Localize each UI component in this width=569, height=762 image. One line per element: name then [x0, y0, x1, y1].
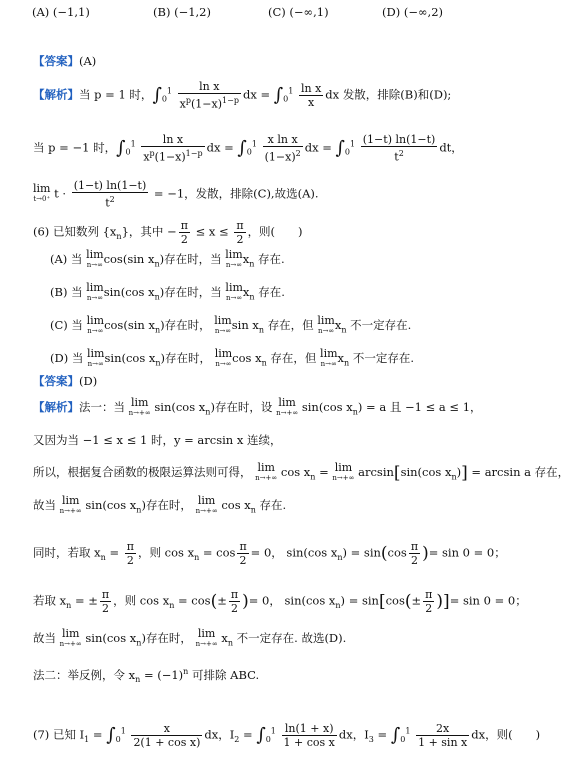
option-text: (A) 当 — [50, 252, 83, 266]
solution2-line-4: 故当 lim n→+∞ sin(cos $x_n$)存在时， lim n→+∞ $\cos x_n$ 存在. — [33, 494, 287, 515]
answer-tag: 【答案】 — [33, 54, 79, 68]
option-text: 存在，但 — [267, 318, 314, 332]
option-d-top: (D) (−∞,2) — [382, 5, 444, 19]
option-text: x — [242, 252, 250, 266]
solution-tag: 【解析】 — [33, 400, 79, 414]
solution-text: 存在时， — [145, 498, 192, 512]
solution-text: 不一定存在. 故选(D). — [236, 631, 347, 645]
solution-line-3: lim t→0⁺ t · $\frac{(1-t) \ln(1-t)}{t^2}$ = −1，发散，排除(C),故选(A). — [33, 179, 319, 210]
solution2-line-6: 若取 $x_n$ = ± $\frac{\pi}{2}$ ，则 $\cos x_n = \cos(\pm$ $\frac{\pi}{2}$ )= 0， sin(cos $x_n) = \sin[\cos(\pm$ $\frac{\pi}{2}$ )]= sin 0 = 0； — [33, 588, 527, 615]
question-text: ，I — [218, 727, 235, 742]
solution-text: 存在时， — [145, 631, 192, 645]
fraction: $\frac{\text{ln x}}{x}$ — [300, 81, 322, 109]
answer-line-1 — [33, 53, 96, 69]
option-text: (B) 当 — [50, 285, 83, 299]
solution-text: = −1，发散，排除(C),故选(A). — [153, 186, 319, 201]
solution-text: 当 p = −1 时， — [33, 140, 117, 155]
option-text: 存在，但 — [270, 351, 317, 365]
solution-text: 存在时，设 — [214, 400, 273, 414]
option-text: sin x — [231, 318, 259, 332]
option-text: cos(sin x — [104, 318, 155, 332]
solution-text: 当 p = 1 时， — [79, 87, 153, 102]
answer-value: (D) — [79, 374, 98, 388]
solution-text: = (−1) — [140, 667, 184, 682]
solution-text: = 0， — [248, 593, 281, 608]
solution-text: = sin 0 = 0； — [428, 545, 506, 560]
option-text: (D) 当 — [50, 351, 84, 365]
solution-text: = 0， — [250, 545, 283, 560]
question-6-stem: (6) 已知数列 $\{x_n\}$，其中 − $\frac{\pi}{2}$ ≤ x ≤ $\frac{\pi}{2}$ ，则( ) — [33, 219, 303, 246]
fraction: $\frac{\text{ln x}}{x^p(1-x)^{1-p}}$ — [179, 80, 239, 111]
option-text: x — [242, 285, 250, 299]
answer-line-2 — [33, 373, 97, 389]
solution-text: 发散，排除(B)和(D); — [342, 87, 452, 102]
option-text: cos x — [232, 351, 262, 365]
solution-text: 同时，若取 — [33, 545, 91, 560]
option-text: )存在时， — [160, 318, 211, 332]
question-text: ，则( ) — [485, 727, 541, 742]
solution2-line-5: 同时，若取 $x_n$ = $\frac{\pi}{2}$ ，则 $\cos x_n = \cos$ $\frac{\pi}{2}$ = 0， sin(cos $x_n) = \sin(\cos$ $\frac{\pi}{2}$ )= sin 0 = 0； — [33, 540, 506, 567]
fraction: $\frac{(1-t) \ln(1-t)}{t^2}$ — [362, 133, 436, 164]
option-text: 存在. — [258, 252, 285, 266]
fraction: $\frac{(1-t) \ln(1-t)}{t^2}$ — [73, 179, 147, 210]
question-text: (6) 已知数列 — [33, 224, 99, 239]
option-text: sin(cos x — [104, 351, 156, 365]
solution-text: ， — [451, 140, 463, 155]
option-text: )存在时，当 — [159, 285, 222, 299]
question-text: ，其中 — [128, 224, 164, 239]
solution-text: 若取 — [33, 593, 56, 608]
solution-text: ，则 — [113, 593, 137, 608]
solution2-line-7: 故当 lim n→+∞ sin(cos $x_n$)存在时， lim n→+∞ $x_n$ 不一定存在. 故选(D). — [33, 627, 347, 648]
answer-value: (A) — [79, 54, 97, 68]
q6-option-d: (D) 当 lim n→∞ sin(cos $x_n$)存在时， lim n→∞ $\cos x_n$ 存在，但 lim n→∞ $x_n$ 不一定存在. — [50, 347, 414, 368]
solution2-line-3: 所以，根据复合函数的极限运算法则可得， lim n→+∞ $\cos x_n = \lim$ n→+∞ arcsin[sin(cos $x_n)] = \arcsin a$ 存在， — [33, 461, 569, 483]
option-text: x — [337, 351, 345, 365]
option-text: )存在时， — [160, 351, 212, 365]
question-text: (7) 已知 I — [33, 727, 85, 742]
solution2-line-1: 【解析】法一：当 lim n→+∞ sin(cos $x_n$)存在时，设 lim n→+∞ sin(cos $x_n) = a$ 且 −1 ≤ a ≤ 1， — [33, 396, 482, 417]
question-text: ，则( ) — [247, 224, 303, 239]
option-text: sin(cos x — [103, 285, 155, 299]
solution-line-1: 【解析】当 p = 1 时，$\int_0^1$ $\frac{\text{ln x}}{x^p(1-x)^{1-p}}$ dx = $\int_0^1$ $\frac{\text{ln x}}{x}$ dx 发散，排除(B)和(D); — [33, 80, 452, 111]
option-text: 存在. — [258, 285, 285, 299]
solution-text: ，则 — [138, 545, 161, 560]
solution-text: 可排除 ABC. — [191, 667, 260, 682]
solution-text: = sin 0 = 0； — [449, 593, 527, 608]
solution-line-2: 当 p = −1 时，$\int_0^1$ $\frac{\text{ln x}}{x^p(1-x)^{1-p}}$ dx = $\int_0^1$ $\frac{\text{x ln x}}{(1-x)^2}$ dx = $\int_0^1$ $\frac{(1-t) \ln(1-t)}{t^2}$ dt， — [33, 133, 463, 164]
option-text: )存在时，当 — [159, 252, 222, 266]
option-text: 不一定存在. — [350, 318, 412, 332]
solution2-line-2: 又因为当 −1 ≤ x ≤ 1 时，y = arcsin x 连续， — [33, 433, 282, 447]
solution-text: 故当 — [33, 498, 56, 512]
option-text: 不一定存在. — [352, 351, 414, 365]
option-text: x — [334, 318, 342, 332]
q6-option-c: (C) 当 lim n→∞ cos(sin $x_n$)存在时， lim n→∞ $\sin x_n$ 存在，但 lim n→∞ $x_n$ 不一定存在. — [50, 314, 412, 335]
fraction: $\frac{\text{ln x}}{x^p(1-x)^{1-p}}$ — [143, 133, 203, 164]
solution-text: 法二：举反例，令 x — [33, 667, 136, 682]
solution-text: = arcsin a 存在， — [471, 465, 569, 479]
q6-option-b: (B) 当 lim n→∞ sin(cos $x_n$)存在时，当 lim n→∞ $x_n$ 存在. — [50, 281, 285, 302]
solution2-line-8: 法二：举反例，令 $x_n = (-1)^n$ 可排除 ABC. — [33, 667, 260, 685]
solution-text: 法一：当 — [79, 400, 125, 414]
solution-text: 故当 — [33, 631, 56, 645]
solution-text: 存在. — [259, 498, 287, 512]
fraction: $\frac{\text{x ln x}}{(1-x)^2}$ — [264, 133, 301, 164]
solution-tag: 【解析】 — [33, 87, 79, 102]
option-c-top: (C) (−∞,1) — [268, 5, 329, 19]
option-text: cos(sin x — [103, 252, 155, 266]
option-a-top: (A) (−1,1) — [32, 5, 90, 19]
solution-text: = a 且 −1 ≤ a ≤ 1， — [366, 400, 482, 414]
question-text: ，I — [352, 727, 369, 742]
q6-option-a: (A) 当 lim n→∞ cos(sin $x_n$)存在时，当 lim n→∞ $x_n$ 存在. — [50, 248, 285, 269]
option-text: (C) 当 — [50, 318, 83, 332]
solution-text: 所以，根据复合函数的极限运算法则可得， — [33, 465, 252, 479]
option-b-top: (B) (−1,2) — [153, 5, 211, 19]
answer-tag: 【答案】 — [33, 374, 79, 388]
question-7: (7) 已知 $I_1 = \int_0^1$ $\frac{x}{\text{2(1 + cos x)}}$ dx，$I_2 = \int_0^1$ $\frac{\ln(1 + x)}{\text{1 + cos x}}$ dx，$I_3 = \int_0^1$ $\frac{2x}{\text{1 + sin x}}$ dx，则( ) — [33, 722, 541, 749]
